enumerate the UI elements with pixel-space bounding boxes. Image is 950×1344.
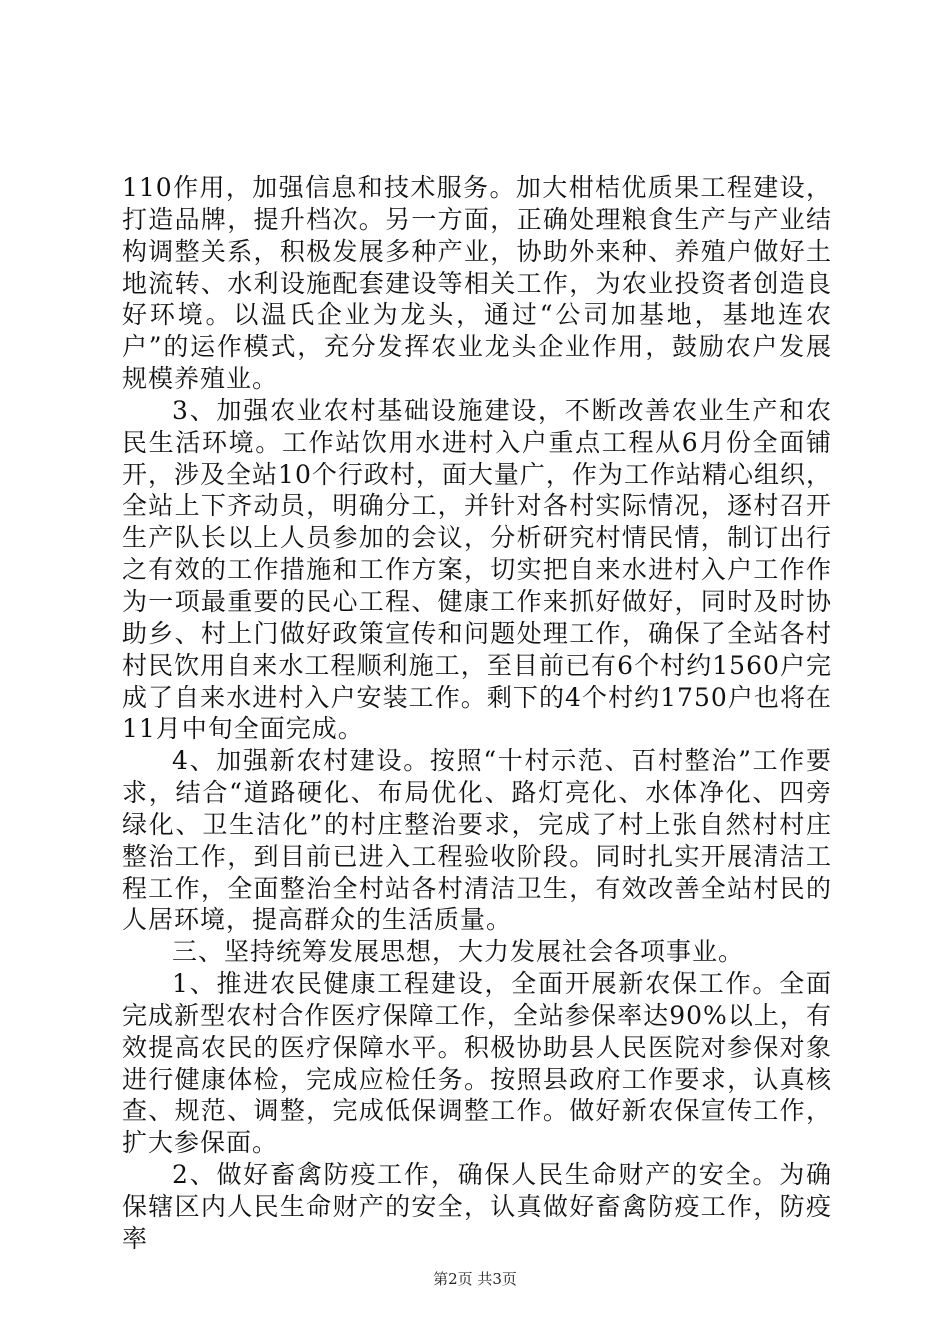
- paragraph-livestock-epidemic: 2、做好畜禽防疫工作，确保人民生命财产的安全。为确保辖区内人民生命财产的安全，认真做好畜禽防疫工作，防疫率: [122, 1160, 832, 1253]
- paragraph-infrastructure: 3、加强农业农村基础设施建设，不断改善农业生产和农民生活环境。工作站饮用水进村入户重点工程从6月份全面铺开，涉及全站10个行政村，面大量广，作为工作站精心组织，全站上下齐动员，明确分工，并针对各村实际情况，逐村召开生产队长以上人员参加的会议，分析研究村情民情，制订出行之有效的工作措施和工作方案，切实把自来水进村入户工作作为一项最重要的民心工程、健康工作来抓好做好，同时及时协助乡、村上门做好政策宣传和问题处理工作，确保了全站各村村民饮用自来水工程顺利施工，至目前已有6个村约1560户完成了自来水进村入户安装工作。剩下的4个村约1750户也将在11月中旬全面完成。: [122, 395, 832, 744]
- paragraph-health-insurance: 1、推进农民健康工程建设，全面开展新农保工作。全面完成新型农村合作医疗保障工作，全站参保率达90%以上，有效提高农民的医疗保障水平。积极协助县人民医院对参保对象进行健康体检，完成应检任务。按照县政府工作要求，认真核查、规范、调整，完成低保调整工作。做好新农保宣传工作，扩大参保面。: [122, 969, 832, 1158]
- document-body: [122, 172, 832, 1255]
- page-number-footer: 第2页 共3页: [433, 1270, 517, 1288]
- paragraph-new-countryside: 4、加强新农村建设。按照“十村示范、百村整治”工作要求，结合“道路硬化、布局优化、路灯亮化、水体净化、四旁绿化、卫生洁化”的村庄整治要求，完成了村上张自然村村庄整治工作，到目前已进入工程验收阶段。同时扎实开展清洁工程工作，全面整治全村站各村清洁卫生，有效改善全站村民的人居环境，提高群众的生活质量。: [122, 746, 832, 935]
- section-heading-social-affairs: 三、坚持统筹发展思想，大力发展社会各项事业。: [172, 937, 745, 967]
- paragraph-agriculture-service: 110作用，加强信息和技术服务。加大柑桔优质果工程建设，打造品牌，提升档次。另一方面，正确处理粮食生产与产业结构调整关系，积极发展多种产业，协助外来种、养殖户做好土地流转、水利设施配套建设等相关工作，为农业投资者创造良好环境。以温氏企业为龙头，通过“公司加基地，基地连农户”的运作模式，充分发挥农业龙头企业作用，鼓励农户发展规模养殖业。: [122, 173, 832, 394]
